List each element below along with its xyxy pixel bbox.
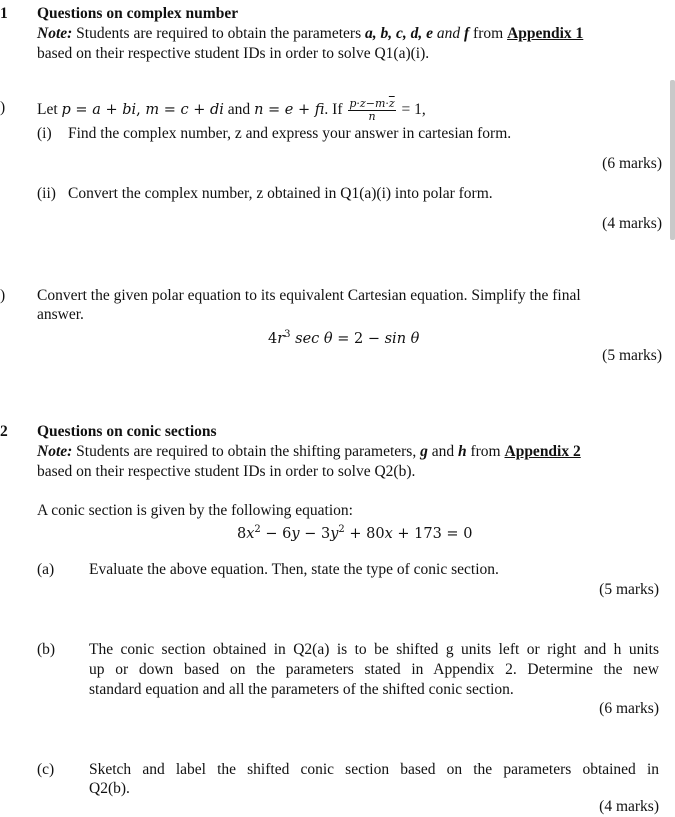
q2b-line3: standard equation and all the parameters of the shifted conic section. [89,681,514,698]
q2a-text: Evaluate the above equation. Then, state the type of conic section. [89,561,499,578]
q1b-marks: (5 marks) [602,347,662,364]
q2a-marks: (5 marks) [599,581,659,598]
q2c-label: (c) [37,761,55,778]
q1b-marker: ) [0,287,6,304]
q1a-statement [37,98,426,123]
q1b-line1: Convert the given polar equation to its equivalent Cartesian equation. Simplify the final [37,287,581,304]
question-number-1: 1 [0,5,8,22]
q1-note-params: a, b, c, d, e [364,25,433,42]
q1-note [37,24,583,44]
appendix-1-link: Appendix 1 [507,25,584,42]
q2-note-text: Students are required to obtain the shifting parameters, [72,443,421,460]
q2b-marks: (6 marks) [599,700,659,717]
q2b-line1: The conic section obtained in Q2(a) is to be shifted g units left or right and h units [89,641,659,658]
q1a-ii-text: Convert the complex number, z obtained in Q1(a)(i) into polar form. [68,185,493,202]
q1a-equation-n: n = e + fi [254,102,325,119]
q1a-ii-marks: (4 marks) [602,215,662,232]
q2c-line2: Q2(b). [89,780,130,797]
q1a-if-text: . If [324,101,347,119]
q1-note-line2: based on their respective student IDs in order to solve Q1(a)(i). [37,45,430,62]
q2-note [37,442,581,462]
q2-heading: Questions on conic sections [37,423,217,440]
q2-conic-equation: $8x^2 - 6y - 3y^2 + 80x + 173 = 0$ [237,524,473,542]
q2-note-and: and [427,443,458,460]
q2b-label: (b) [37,641,56,658]
q1a-let-text: Let [37,101,62,119]
question-number-2: 2 [0,423,8,440]
q1b-polar-equation: $4r^3$ sec θ = 2 − sin θ [268,329,420,347]
q1a-fraction: $\frac{p\cdot z-m\cdot\overline{z}}{n}$ [349,97,395,123]
q1-note-label: Note: [37,25,73,42]
q2c-marks: (4 marks) [599,798,659,815]
q1-heading: Questions on complex number [37,5,239,22]
q1-note-text: Students are required to obtain the parameters [72,25,365,42]
q1a-equation-p: p = a + bi, m = c + di [61,102,224,119]
q1b-line2: answer. [37,306,84,323]
q1a-i-label: (i) [37,125,52,142]
q1a-i-marks: (6 marks) [602,155,662,172]
q2b-line2: up or down based on the parameters stated in Appendix 2. Determine the new [89,661,659,678]
scrollbar-thumb[interactable] [670,80,675,240]
q2-intro: A conic section is given by the following equation: [37,502,353,519]
q2-note-param-h: h [457,443,467,460]
q2-note-line2: based on their respective student IDs in order to solve Q2(b). [37,463,416,480]
q1a-marker: ) [0,99,6,116]
q2-note-from: from [466,443,505,460]
appendix-2-link: Appendix 2 [504,443,581,460]
q1a-i-text: Find the complex number, z and express your answer in cartesian form. [68,125,512,142]
q2a-label: (a) [37,561,55,578]
q2c-line1: Sketch and label the shifted conic section based on the parameters obtained in [89,761,659,778]
q1-note-and: and [433,25,464,42]
q1-note-param-f: f [464,25,470,42]
q1a-and-text: and [223,101,255,119]
q2-note-param-g: g [420,443,428,460]
q2-note-label: Note: [37,443,73,460]
q1-note-from: from [469,25,508,42]
q1a-equation-tail: = 1, [397,101,426,119]
q1a-ii-label: (ii) [37,185,56,202]
